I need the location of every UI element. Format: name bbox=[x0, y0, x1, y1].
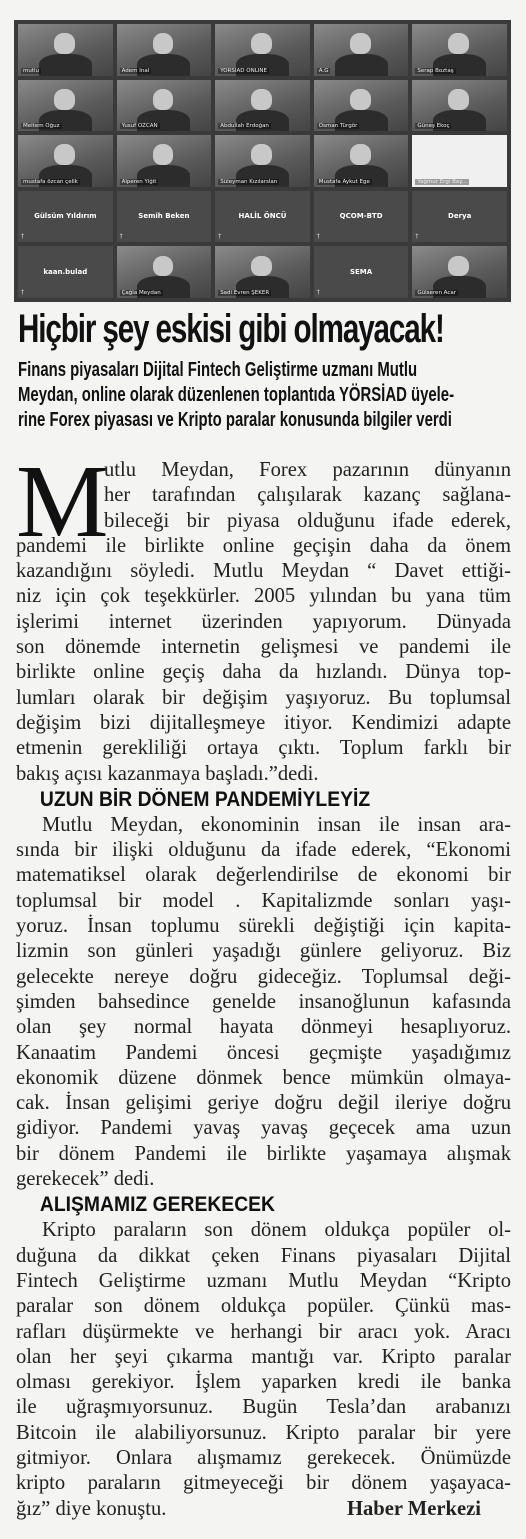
participant-name-label: Çağla Meydan bbox=[121, 289, 161, 296]
participant-tile bbox=[412, 24, 507, 76]
participant-head bbox=[54, 33, 75, 54]
body-line: lizmin son günleri yaşadığı günlere geliyoruz. Biz bbox=[16, 940, 511, 963]
body-line: Kanaatim Pandemi öncesi geçmişte yaşadığımız bbox=[16, 1041, 511, 1064]
participant-name-center: Gülsüm Yıldırım bbox=[34, 212, 97, 221]
article-body bbox=[16, 444, 511, 1522]
participant-head bbox=[153, 33, 174, 54]
body-line: gelecekte nereye doğru gideceğiz. Toplumsal deği- bbox=[16, 965, 511, 988]
body-line: gerekecek” dedi. bbox=[16, 1168, 155, 1191]
participant-tile bbox=[314, 191, 409, 243]
participant-tile bbox=[314, 80, 409, 132]
body-line: her tarafından çalışılarak kazanç sağlana- bbox=[104, 484, 511, 507]
body-line: etmenin gerekliliği ortaya çıktı. Toplum farklı bir bbox=[16, 737, 511, 760]
body-line: rafları düşürmekte ve herhangi bir aracı yok. Aracı bbox=[16, 1320, 511, 1343]
participant-head bbox=[153, 144, 174, 165]
mic-muted-icon: † bbox=[218, 233, 222, 241]
participant-name-label: Alperen Yiğit bbox=[121, 178, 157, 185]
participant-tile bbox=[117, 80, 212, 132]
paragraph-3 bbox=[16, 1218, 511, 1496]
body-line: Fintech Geliştirme uzmanı Mutlu Meydan “Kripto bbox=[16, 1269, 511, 1292]
mic-muted-icon: † bbox=[415, 233, 419, 241]
participant-name-label: Meltem Oğuz bbox=[23, 123, 60, 130]
closing-line bbox=[16, 1497, 511, 1522]
participant-name-center: kaan.bulad bbox=[43, 268, 88, 277]
participant-tile bbox=[215, 191, 310, 243]
participant-name-label: Süleyman Kızılarslan bbox=[220, 178, 278, 185]
participant-tile bbox=[18, 135, 113, 187]
participant-name-label: Abdullah Erdoğan bbox=[220, 123, 269, 130]
body-line: olması gerekiyor. İşlem yaparken kredi ile banka bbox=[16, 1371, 511, 1394]
body-line: niz için çok teşekkürler. 2005 yılından bu yana tüm bbox=[16, 585, 511, 608]
participant-body bbox=[335, 54, 388, 76]
participant-tile bbox=[412, 135, 507, 187]
participant-tile bbox=[117, 191, 212, 243]
participant-head bbox=[251, 89, 272, 110]
deck-line: Meydan, online olarak düzenlenen toplantıda YÖRSİAD üyele- bbox=[18, 384, 455, 406]
body-line: toplumsal bir model . Kapitalizmde sonları yaşı- bbox=[16, 889, 511, 912]
body-line: olan her şeyi çıkarma mantığı var. Kripto paralar bbox=[16, 1345, 511, 1368]
mic-muted-icon: † bbox=[119, 233, 123, 241]
body-line: pandemi ile birlikte online geçişin daha da önem bbox=[16, 534, 511, 557]
subhead-1: UZUN BİR DÖNEM PANDEMİYLEYİZ bbox=[39, 787, 371, 811]
participant-name-label: Osman Türgör bbox=[318, 123, 358, 130]
participant-name-label: Sadi Evren ŞEKER bbox=[220, 289, 270, 296]
participant-head bbox=[350, 33, 371, 54]
participant-grid bbox=[18, 24, 507, 298]
body-line: bakış açısı kazanmaya başladı.”dedi. bbox=[16, 762, 319, 785]
participant-name-label: Serap Boztaş bbox=[417, 67, 454, 74]
participant-name-center: Derya bbox=[448, 212, 472, 221]
participant-name-center: QCOM-BTD bbox=[339, 212, 383, 221]
dropcap: M bbox=[16, 444, 109, 559]
body-line: cak. İnsan gelişimi geriye doğru değil ileriye doğru bbox=[16, 1092, 511, 1115]
last-line: ğız” diye konuştu. bbox=[16, 1497, 167, 1520]
participant-name-label: Mustafa Aykut Ege bbox=[318, 178, 370, 185]
participant-name-center: SEMA bbox=[349, 268, 373, 277]
participant-head bbox=[448, 33, 469, 54]
participant-head bbox=[448, 256, 469, 277]
participant-name-label: YÖRSİAD ONLINE bbox=[220, 67, 267, 74]
body-line: gidiyor. Pandemi yavaş yavaş geçecek ama uzun bbox=[16, 1117, 511, 1140]
body-line: ekonomik düzene dönmek bence mümkün olmaya- bbox=[16, 1066, 511, 1089]
body-line: duğuna da dikkat çeken Finans piyasaları Dijital bbox=[16, 1244, 511, 1267]
participant-head bbox=[251, 144, 272, 165]
participant-name-center: HALİL ÖNCÜ bbox=[238, 212, 287, 221]
participant-tile bbox=[18, 80, 113, 132]
participant-head bbox=[54, 144, 75, 165]
participant-tile bbox=[18, 24, 113, 76]
participant-tile bbox=[215, 24, 310, 76]
paragraph-2 bbox=[16, 813, 511, 1192]
body-line: paralar son dönem oldukça popüler. Çünkü mas- bbox=[16, 1295, 511, 1318]
participant-tile bbox=[314, 246, 409, 298]
mic-muted-icon: † bbox=[21, 288, 24, 296]
participant-head bbox=[251, 33, 272, 54]
deck bbox=[18, 358, 510, 433]
body-line: değişim bizi dijitalleşmeye itiyor. Kendimizi adapte bbox=[16, 711, 511, 734]
body-line: olan şey normal hayata dönmeyi hesaplıyoruz. bbox=[16, 1016, 511, 1039]
participant-name-label: mutlu bbox=[23, 67, 40, 74]
participant-name-label: Adem İnal bbox=[121, 67, 150, 74]
participant-name-label: A.G bbox=[318, 67, 329, 74]
participant-name-center: Semih Beken bbox=[138, 212, 190, 221]
participant-tile bbox=[412, 80, 507, 132]
body-line: sında bir ilişki olduğunu da ifade ederek, “Ekonomi bbox=[16, 839, 511, 862]
participant-name-label: Yusuf ÖZCAN bbox=[121, 123, 158, 130]
headline: Hiçbir şey eskisi gibi olmayacak! bbox=[18, 307, 444, 351]
body-line: birlikte online geçiş daha da hızlandı. Dünya top- bbox=[16, 661, 511, 684]
participant-tile bbox=[18, 246, 113, 298]
participant-tile bbox=[18, 191, 113, 243]
body-line: son dönemde internetin gelişmesi ve pandemi ile bbox=[16, 636, 511, 659]
participant-tile bbox=[314, 24, 409, 76]
paragraph-1 bbox=[16, 534, 511, 787]
body-line: ile uğraşmıyorsunuz. Bugün Tesla’dan arabanızı bbox=[16, 1396, 511, 1419]
participant-name-label: mustafa özcan çelik bbox=[23, 178, 78, 185]
participant-tile bbox=[314, 135, 409, 187]
participant-body bbox=[39, 54, 92, 76]
body-line: yoruz. İnsan toplumu sürekli değiştiği için kapita- bbox=[16, 915, 511, 938]
deck-line: rine Forex piyasası ve Kripto paralar konusunda bilgiler verdi bbox=[18, 409, 452, 431]
participant-tile bbox=[412, 246, 507, 298]
mic-muted-icon: † bbox=[316, 233, 320, 241]
participant-tile bbox=[117, 24, 212, 76]
participant-name-label: Güneş Ekoç bbox=[417, 123, 450, 130]
body-line: kazandığını söyledi. Mutlu Meydan “ Davet ettiği- bbox=[16, 560, 511, 583]
video-conference-photo bbox=[14, 20, 511, 302]
participant-head bbox=[350, 89, 371, 110]
body-line: Mutlu Meydan, ekonominin insan ile insan ara- bbox=[42, 813, 511, 836]
participant-tile bbox=[215, 135, 310, 187]
body-line: şimden bahsedince genelde insanoğlunun kafasında bbox=[16, 990, 511, 1013]
mic-muted-icon: † bbox=[21, 233, 24, 241]
participant-head bbox=[350, 144, 371, 165]
body-line: bir dönem Pandemi ile birlikte yaşamaya alışmak bbox=[16, 1142, 511, 1165]
body-line: kripto paraların gitmeyeceği bir dönem yaşayaca- bbox=[16, 1472, 511, 1495]
subhead-2: ALIŞMAMIZ GEREKECEK bbox=[39, 1193, 275, 1217]
participant-head bbox=[54, 89, 75, 110]
participant-tile bbox=[215, 80, 310, 132]
participant-name-label: Yağmur Ergi Bay... bbox=[417, 178, 467, 185]
deck-line: Finans piyasaları Dijital Fintech Geliştirme uzmanı Mutlu bbox=[18, 359, 418, 381]
byline: Haber Merkezi bbox=[346, 1497, 481, 1520]
participant-tile bbox=[117, 135, 212, 187]
body-line: Bitcoin ile alabiliyorsunuz. Kripto paralar bir yere bbox=[16, 1421, 511, 1444]
participant-tile bbox=[215, 246, 310, 298]
participant-tile bbox=[412, 191, 507, 243]
body-line: bileceği bir piyasa olduğunu ifade ederek, bbox=[104, 509, 511, 532]
body-line: matematiksel olarak değerlendirilse de ekonomi bir bbox=[16, 864, 511, 887]
participant-head bbox=[153, 89, 174, 110]
body-line: işlerimi internet üzerinden yapıyorum. Dünyada bbox=[16, 610, 511, 633]
participant-name-label: Gülseren Acar bbox=[417, 289, 456, 296]
participant-head bbox=[251, 256, 272, 277]
body-line: Kripto paraların son dönem oldukça popüler ol- bbox=[42, 1219, 511, 1242]
body-line: lumları olarak bir değişim yaşıyoruz. Bu toplumsal bbox=[16, 686, 511, 709]
participant-head bbox=[448, 89, 469, 110]
first-lines bbox=[16, 458, 511, 534]
body-line: gitmiyor. Onlara alışmamız gerekecek. Önümüzde bbox=[16, 1446, 511, 1469]
participant-tile bbox=[117, 246, 212, 298]
participant-head bbox=[153, 256, 174, 277]
body-line: utlu Meydan, Forex pazarının dünyanın bbox=[104, 459, 511, 481]
mic-muted-icon: † bbox=[316, 288, 320, 296]
